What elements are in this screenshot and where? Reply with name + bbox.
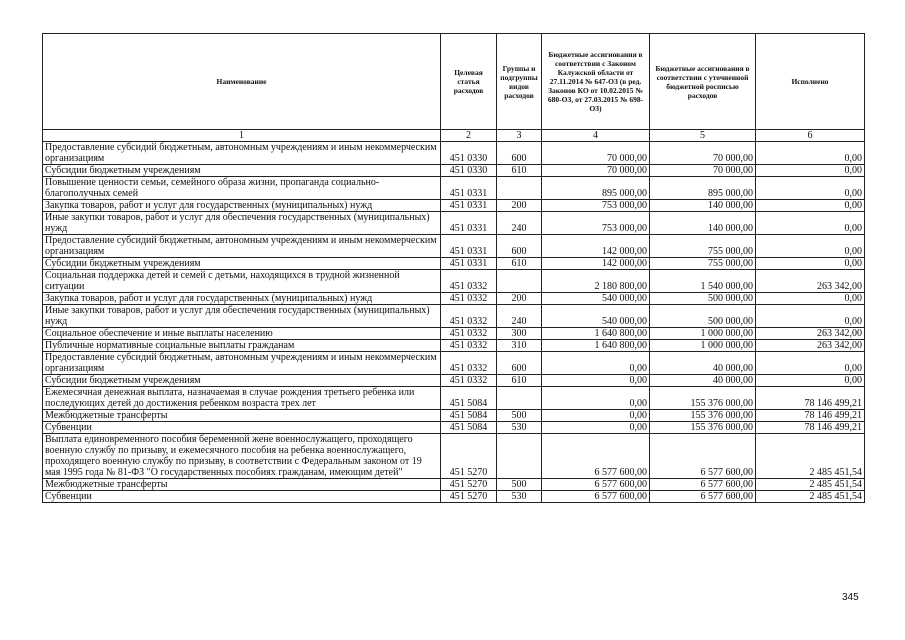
executed-cell: 2 485 451,54 [756,479,865,491]
executed-cell: 0,00 [756,165,865,177]
assignment-law-cell: 2 180 800,00 [542,270,650,293]
executed-cell: 78 146 499,21 [756,410,865,422]
assignment-refined-cell: 755 000,00 [650,235,756,258]
expense-group-cell: 610 [497,375,542,387]
assignment-law-cell: 0,00 [542,387,650,410]
row-name-cell: Закупка товаров, работ и услуг для государственных (муниципальных) нужд [43,293,441,305]
table-row [43,375,865,387]
row-name-cell: Иные закупки товаров, работ и услуг для обеспечения государственных (муниципальных) нужд [43,305,441,328]
target-article-cell: 451 0332 [441,270,497,293]
table-row [43,165,865,177]
assignment-law-cell: 6 577 600,00 [542,434,650,479]
target-article-cell: 451 0330 [441,165,497,177]
executed-cell: 0,00 [756,305,865,328]
target-article-cell: 451 0331 [441,235,497,258]
row-name-cell: Предоставление субсидий бюджетным, автономным учреждениям и иным некоммерческим организациям [43,142,441,165]
assignment-law-cell: 753 000,00 [542,200,650,212]
target-article-cell: 451 5270 [441,479,497,491]
column-number: 2 [441,130,497,142]
assignment-refined-cell: 140 000,00 [650,212,756,235]
assignment-law-cell: 6 577 600,00 [542,479,650,491]
expense-group-cell [497,434,542,479]
expense-group-cell: 240 [497,212,542,235]
expense-group-cell: 310 [497,340,542,352]
executed-cell: 263 342,00 [756,270,865,293]
assignment-law-cell: 0,00 [542,375,650,387]
row-name-cell: Выплата единовременного пособия беременной жене военнослужащего, проходящего военную службу по призыву, и ежемесячного пособия на ребенка военнослужащего, проходящего военную службу по призыву, в соответствии с Федеральным законом от 19 мая 1995 года № 81-ФЗ "О государственных пособиях гражданам, имеющим детей" [43,434,441,479]
executed-cell: 0,00 [756,352,865,375]
expense-group-cell: 610 [497,165,542,177]
expense-group-cell [497,387,542,410]
row-name-cell: Субвенции [43,422,441,434]
executed-cell: 78 146 499,21 [756,387,865,410]
assignment-law-cell: 540 000,00 [542,293,650,305]
table-row [43,177,865,200]
expense-group-cell: 530 [497,422,542,434]
target-article-cell: 451 5270 [441,434,497,479]
target-article-cell: 451 5270 [441,491,497,503]
table-row [43,328,865,340]
target-article-cell: 451 0332 [441,352,497,375]
table-header-row [43,34,865,130]
assignment-law-cell: 70 000,00 [542,142,650,165]
expense-group-cell [497,177,542,200]
target-article-cell: 451 0332 [441,375,497,387]
assignment-law-cell: 0,00 [542,410,650,422]
row-name-cell: Социальная поддержка детей и семей с детьми, находящихся в трудной жизненной ситуации [43,270,441,293]
target-article-cell: 451 5084 [441,410,497,422]
assignment-law-cell: 895 000,00 [542,177,650,200]
target-article-cell: 451 5084 [441,387,497,410]
executed-cell: 0,00 [756,177,865,200]
header-assignments-law: Бюджетные ассигнования в соответствии с Законом Калужской области от 27.11.2014 № 647-ОЗ (в ред. Законов КО от 10.02.2015 № 680-ОЗ, от 27.03.2015 № 698-ОЗ) [542,34,650,130]
row-name-cell: Субвенции [43,491,441,503]
header-name: Наименование [43,34,441,130]
assignment-refined-cell: 40 000,00 [650,375,756,387]
table-row [43,293,865,305]
assignment-refined-cell: 500 000,00 [650,305,756,328]
row-name-cell: Субсидии бюджетным учреждениям [43,375,441,387]
target-article-cell: 451 0331 [441,258,497,270]
assignment-law-cell: 142 000,00 [542,258,650,270]
expense-group-cell [497,270,542,293]
row-name-cell: Предоставление субсидий бюджетным, автономным учреждениям и иным некоммерческим организациям [43,235,441,258]
row-name-cell: Субсидии бюджетным учреждениям [43,258,441,270]
target-article-cell: 451 0332 [441,305,497,328]
expense-group-cell: 610 [497,258,542,270]
table-row [43,235,865,258]
table-row [43,305,865,328]
assignment-refined-cell: 6 577 600,00 [650,479,756,491]
header-assignments-refined: Бюджетные ассигнования в соответствии с уточненной бюджетной росписью расходов [650,34,756,130]
table-row [43,352,865,375]
executed-cell: 263 342,00 [756,328,865,340]
table-row [43,491,865,503]
assignment-refined-cell: 155 376 000,00 [650,387,756,410]
target-article-cell: 451 0331 [441,177,497,200]
assignment-refined-cell: 895 000,00 [650,177,756,200]
assignment-refined-cell: 140 000,00 [650,200,756,212]
row-name-cell: Социальное обеспечение и иные выплаты населению [43,328,441,340]
assignment-law-cell: 540 000,00 [542,305,650,328]
row-name-cell: Закупка товаров, работ и услуг для государственных (муниципальных) нужд [43,200,441,212]
assignment-refined-cell: 500 000,00 [650,293,756,305]
assignment-law-cell: 70 000,00 [542,165,650,177]
row-name-cell: Повышение ценности семьи, семейного образа жизни, пропаганда социально-благополучных семей [43,177,441,200]
expense-group-cell: 200 [497,293,542,305]
assignment-law-cell: 0,00 [542,422,650,434]
target-article-cell: 451 0332 [441,340,497,352]
assignment-refined-cell: 1 540 000,00 [650,270,756,293]
executed-cell: 2 485 451,54 [756,491,865,503]
header-executed: Исполнено [756,34,865,130]
table-row [43,387,865,410]
table-row [43,142,865,165]
row-name-cell: Межбюджетные трансферты [43,479,441,491]
table-body [43,142,865,503]
table-row [43,422,865,434]
assignment-refined-cell: 1 000 000,00 [650,328,756,340]
assignment-law-cell: 1 640 800,00 [542,328,650,340]
executed-cell: 0,00 [756,142,865,165]
row-name-cell: Межбюджетные трансферты [43,410,441,422]
assignment-refined-cell: 70 000,00 [650,142,756,165]
expense-group-cell: 500 [497,479,542,491]
expense-group-cell: 240 [497,305,542,328]
column-number: 4 [542,130,650,142]
executed-cell: 0,00 [756,200,865,212]
table-row [43,340,865,352]
row-name-cell: Субсидии бюджетным учреждениям [43,165,441,177]
assignment-law-cell: 6 577 600,00 [542,491,650,503]
assignment-refined-cell: 6 577 600,00 [650,491,756,503]
assignment-refined-cell: 6 577 600,00 [650,434,756,479]
column-number: 3 [497,130,542,142]
assignment-refined-cell: 155 376 000,00 [650,410,756,422]
assignment-refined-cell: 1 000 000,00 [650,340,756,352]
expense-group-cell: 200 [497,200,542,212]
table-row [43,258,865,270]
assignment-law-cell: 753 000,00 [542,212,650,235]
table-row [43,200,865,212]
table-row [43,270,865,293]
assignment-refined-cell: 755 000,00 [650,258,756,270]
expense-group-cell: 530 [497,491,542,503]
target-article-cell: 451 0331 [441,212,497,235]
executed-cell: 0,00 [756,235,865,258]
assignment-law-cell: 142 000,00 [542,235,650,258]
expense-group-cell: 300 [497,328,542,340]
assignment-refined-cell: 155 376 000,00 [650,422,756,434]
table-row [43,410,865,422]
budget-table [42,33,865,503]
target-article-cell: 451 0332 [441,328,497,340]
table-row [43,434,865,479]
expense-group-cell: 500 [497,410,542,422]
column-number: 1 [43,130,441,142]
executed-cell: 0,00 [756,293,865,305]
assignment-refined-cell: 40 000,00 [650,352,756,375]
assignment-refined-cell: 70 000,00 [650,165,756,177]
executed-cell: 263 342,00 [756,340,865,352]
target-article-cell: 451 0330 [441,142,497,165]
target-article-cell: 451 0331 [441,200,497,212]
expense-group-cell: 600 [497,142,542,165]
header-expense-groups: Группы и подгруппы видов расходов [497,34,542,130]
row-name-cell: Ежемесячная денежная выплата, назначаемая в случае рождения третьего ребенка или последующих детей до достижения ребенком возраста трех лет [43,387,441,410]
row-name-cell: Предоставление субсидий бюджетным, автономным учреждениям и иным некоммерческим организациям [43,352,441,375]
expense-group-cell: 600 [497,352,542,375]
table-row [43,212,865,235]
target-article-cell: 451 5084 [441,422,497,434]
executed-cell: 0,00 [756,258,865,270]
row-name-cell: Публичные нормативные социальные выплаты гражданам [43,340,441,352]
table-row [43,479,865,491]
column-numbers-row [43,130,865,142]
target-article-cell: 451 0332 [441,293,497,305]
assignment-law-cell: 0,00 [542,352,650,375]
row-name-cell: Иные закупки товаров, работ и услуг для обеспечения государственных (муниципальных) нужд [43,212,441,235]
executed-cell: 78 146 499,21 [756,422,865,434]
header-target-article: Целевая статья расходов [441,34,497,130]
column-number: 6 [756,130,865,142]
page-number: 345 [842,592,859,603]
executed-cell: 0,00 [756,375,865,387]
expense-group-cell: 600 [497,235,542,258]
assignment-law-cell: 1 640 800,00 [542,340,650,352]
column-number: 5 [650,130,756,142]
executed-cell: 2 485 451,54 [756,434,865,479]
executed-cell: 0,00 [756,212,865,235]
